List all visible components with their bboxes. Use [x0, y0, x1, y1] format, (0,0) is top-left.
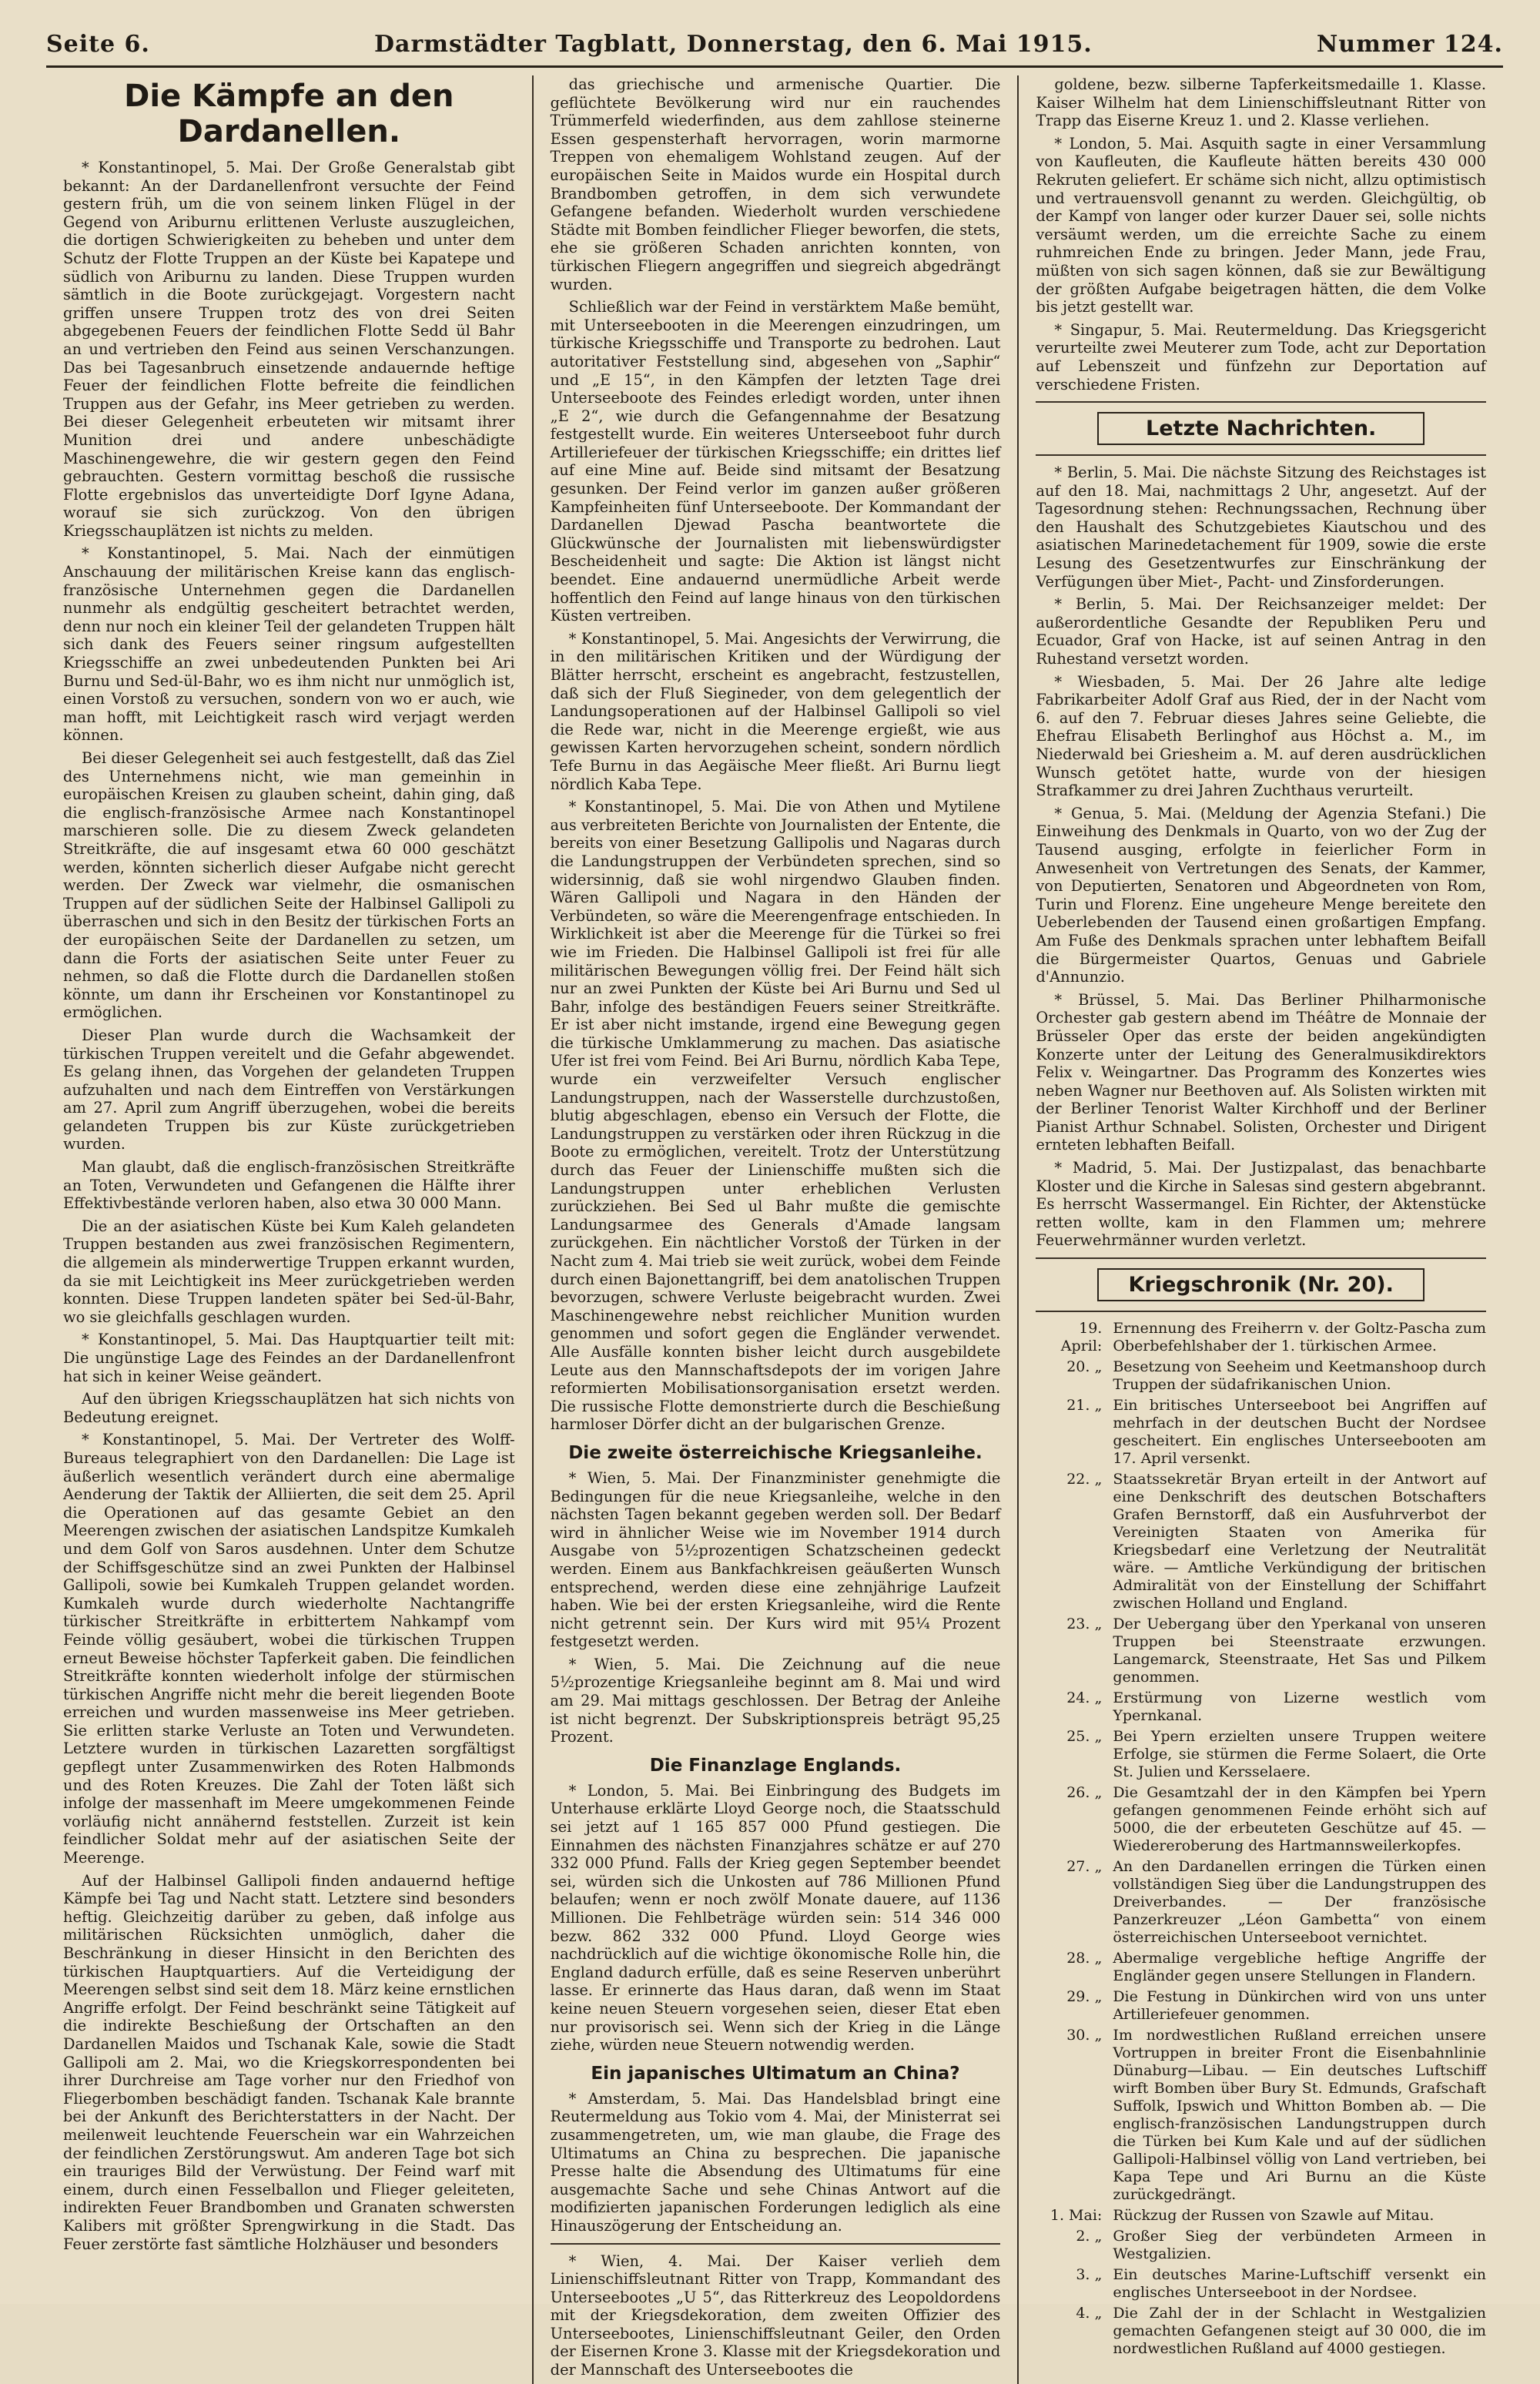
chronicle-entry — [1036, 2266, 1486, 2302]
chronicle-text: Ein britisches Unterseeboot bei Angriffen auf mehrfach in der deutschen Bucht der Nordsee gescheitert. Ein englisches Unterseebooten am 17. April versenkt. — [1113, 1397, 1486, 1468]
chronicle-date: 23. „ — [1066, 1616, 1103, 1633]
chronicle-text: Bei Ypern erzielten unsere Truppen weitere Erfolge, sie stürmen die Ferme Solaert, die Orte St. Julien und Kersselaere. — [1113, 1728, 1486, 1781]
chronicle-date: 4. „ — [1076, 2305, 1103, 2322]
chronicle-date: 1. Mai: — [1050, 2207, 1103, 2225]
paragraph: * Genua, 5. Mai. (Meldung der Agenzia Stefani.) Die Einweihung des Denkmals in Quarto, von wo der Zug der Tausend ausging, erfolgte in feierlicher Form in Anwesenheit von Vertretungen des Senats, der Kammer, von Deputierten, Senatoren und Abgeordneten von Rom, Turin und Florenz. Eine ungeheure Menge bereitete den Ueberlebenden der Tausend einen großartigen Empfang. Am Fuße des Denkmals sprachen unter lebhaftem Beifall die Bürgermeister Quartos, Genuas und Gabriele d'Annunzio. — [1036, 804, 1486, 986]
chronicle-date: 2. „ — [1076, 2228, 1103, 2245]
column-2 — [532, 75, 1018, 2384]
section-title-latest-news: Letzte Nachrichten. — [1097, 412, 1424, 445]
chronicle-entry — [1036, 1397, 1486, 1468]
chronicle-date: 3. „ — [1076, 2266, 1103, 2284]
chronicle-date: 26. „ — [1066, 1784, 1103, 1802]
column-1 — [46, 75, 532, 2384]
chronicle-date: 24. „ — [1066, 1689, 1103, 1707]
paragraph: Auf den übrigen Kriegsschauplätzen hat sich nichts von Bedeutung ereignet. — [63, 1390, 515, 1426]
chronicle-date: 21. „ — [1066, 1397, 1103, 1415]
paragraph: * Berlin, 5. Mai. Die nächste Sitzung des Reichstages ist auf den 18. Mai, nachmittags 2 Uhr, angesetzt. Auf der Tagesordnung stehen: Rechnungssachen, Rechnung über den Haushalt des Schutzgebietes Kiautschou und des asiatischen Marinedetachement für 1909, sowie die erste Lesung des Gesetzentwurfes zur Einschränkung der Verfügungen über Miet-, Pacht- und Zinsforderungen. — [1036, 464, 1486, 591]
chronicle-text: Großer Sieg der verbündeten Armeen in Westgalizien. — [1113, 2228, 1486, 2263]
chronicle-entry — [1036, 1471, 1486, 1612]
chronicle-entry — [1036, 1784, 1486, 1855]
paragraph: * Wien, 5. Mai. Die Zeichnung auf die neue 5½prozentige Kriegsanleihe beginnt am 8. Mai und wird am 29. Mai mittags geschlossen. Der Betrag der Anleihe ist nicht begrenzt. Der Subskriptionspreis beträgt 95,25 Prozent. — [550, 1655, 1001, 1746]
section-title-chronicle: Kriegschronik (Nr. 20). — [1097, 1268, 1424, 1301]
chronicle-date: 27. „ — [1066, 1858, 1103, 1876]
paragraph: * Wien, 5. Mai. Der Finanzminister genehmigte die Bedingungen für die neue Kriegsanleihe, welche in den nächsten Tagen bekannt gegeben werden soll. Der Bedarf wird in ähnlicher Weise wie im November 1914 durch Ausgabe von 5½prozentigen Schatzscheinen gedeckt werden. Einem aus Bankfachkreisen geäußerten Wunsch entsprechend, werden diese eine zehnjährige Laufzeit haben. Wie bei der ersten Kriegsanleihe, wird die Rente nicht getrennt sein. Der Kurs wird mit 95¼ Prozent festgesetzt werden. — [550, 1468, 1001, 1651]
columns — [46, 75, 1503, 2379]
chronicle-entry — [1036, 1616, 1486, 1686]
paragraph: goldene, bezw. silberne Tapferkeitsmedaille 1. Klasse. Kaiser Wilhelm hat dem Linienschiffsleutnant Ritter von Trapp das Eiserne Kreuz 1. und 2. Klasse verliehen. — [1036, 75, 1486, 130]
column-3 — [1017, 75, 1503, 2384]
chronicle-text: An den Dardanellen erringen die Türken einen vollständigen Sieg über die Landungstruppen des Dreiverbandes. — Der französische Panzerkreuzer „Léon Gambetta“ von einem österreichischen Unterseeboot vernichtet. — [1113, 1858, 1486, 1947]
paragraph: * Konstantinopel, 5. Mai. Nach der einmütigen Anschauung der militärischen Kreise kann das englisch-französische Unternehmen gegen die Dardanellen nunmehr als endgültig gescheitert betrachtet werden, denn nur noch ein kleiner Teil der gelandeten Truppen hält sich dank des Feuers seiner ringsum aufgestellten Kriegsschiffe an zwei unbedeutenden Punkten bei Ari Burnu und Sed-ül-Bahr, wo es ihm nicht nur unmöglich ist, einen Vorstoß zu versuchen, sondern von wo er auch, wie man hofft, mit Leichtigkeit rasch wird verjagt werden können. — [63, 544, 515, 745]
section-title-ultimatum: Ein japanisches Ultimatum an China? — [591, 2063, 960, 2084]
chronicle-date: 20. „ — [1066, 1358, 1103, 1376]
paragraph: * Konstantinopel, 5. Mai. Der Vertreter des Wolff-Bureaus telegraphiert von den Dardanellen: Die Lage ist äußerlich wesentlich verändert durch eine abermalige Aenderung der Taktik der Alliierten, die seit dem 25. April die Operationen auf das gesamte Gebiet an den Meerengen zwischen der asiatischen Landspitze Kumkaleh und dem Golf von Saros ausdehnen. Unter dem Schutze der Schiffsgeschütze sind an zwei Punkten der Halbinsel Gallipoli, sowie bei Kumkaleh Truppen gelandet worden. Kumkaleh wurde durch wiederholte Nachtangriffe türkischer Streitkräfte in erbittertem Nahkampf vom Feinde völlig gesäubert, wobei die türkischen Truppen erneut Beweise höchster Tapferkeit gaben. Die feindlichen Streitkräfte konnten wiederholt infolge der stürmischen türkischen Angriffe nicht mehr die bereit liegenden Boote erreichen und wurden massenweise ins Meer getrieben. Sie erlitten starke Verluste an Toten und Verwundeten. Letztere wurden in türkischen Lazaretten sorgfältigst gepflegt unter Zusammenwirken des Roten Halbmonds und des Roten Kreuzes. Die Zahl der Toten läßt sich infolge der massenhaft im Meere umgekommenen Feinde vorläufig nicht annähernd feststellen. Zurzeit ist kein feindlicher Soldat mehr auf der asiatischen Seite der Meerenge. — [63, 1431, 515, 1867]
chronicle-date: 28. „ — [1066, 1950, 1103, 1967]
chronicle-date: 19. April: — [1060, 1320, 1103, 1355]
paragraph: * London, 5. Mai. Bei Einbringung des Budgets im Unterhause erklärte Lloyd George noch, die Staatsschuld sei jetzt auf 1 165 857 000 Pfund gestiegen. Die Einnahmen des nächsten Finanzjahres schätze er auf 270 332 000 Pfund. Falls der Krieg gegen September beendet sei, würden sich die Unkosten auf 786 Millionen Pfund belaufen; wenn er noch zwölf Monate dauere, auf 1136 Millionen. Die Fehlbeträge würden sein: 514 346 000 bezw. 862 332 000 Pfund. Lloyd George wies nachdrücklich auf die wichtige ökonomische Rolle hin, die England dadurch erfülle, daß es seine Reserven unberührt lasse. Er erinnerte das Haus daran, daß wenn im Staat keine neuen Steuern vorgesehen seien, dieser Etat eben nur provisorisch sei. Wenn sich der Krieg in die Länge ziehe, würden neue Steuern notwendig werden. — [550, 1781, 1001, 2054]
chronicle-text: Erstürmung von Lizerne westlich vom Ypernkanal. — [1113, 1689, 1486, 1725]
paragraph: * Konstantinopel, 5. Mai. Angesichts der Verwirrung, die in den militärischen Kritiken und der Würdigung der Blätter herrscht, erscheint es angebracht, festzustellen, daß sich der Fluß Siegineder, von dem gelegentlich der Landungsoperationen auf der Halbinsel Gallipoli so viel die Rede war, nicht in die Meerenge ergießt, wie aus gewissen Karten hervorzugehen scheint, sondern nördlich Tefe Burnu in das Aegäische Meer fließt. Ari Burnu liegt nördlich Kaba Tepe. — [550, 629, 1001, 793]
chronicle-text: Die Zahl der in der Schlacht in Westgalizien gemachten Gefangenen steigt auf 30 000, die im nordwestlichen Rußland auf 4000 gestiegen. — [1113, 2305, 1486, 2358]
paragraph: Schließlich war der Feind in verstärktem Maße bemüht, mit Unterseebooten in die Meerengen einzudringen, um türkische Kriegsschiffe und Transporte zu bedrohen. Laut autoritativer Feststellung sind, abgesehen von „Saphir“ und „E 15“, in den Kämpfen der letzten Tage drei Unterseeboote des Feindes erledigt worden, unter ihnen „E 2“, wie durch die Gefangennahme der Besatzung festgestellt wurde. Ein weiteres Unterseeboot fuhr durch Artilleriefeuer der türkischen Kriegsschiffe; ein drittes lief auf eine Mine auf. Beide sind mitsamt der Besatzung gesunken. Der Feind verlor im ganzen außer größeren Kampfeinheiten fünf Unterseeboote. Der Kommandant der Dardanellen Djewad Pascha beantwortete die Glückwünsche der Journalisten mit liebenswürdigster Bescheidenheit und sagte: Die Aktion ist längst nicht beendet. Eine andauernd unermüdliche Arbeit werde hoffentlich den Feind auf lange hinaus von den türkischen Küsten vertreiben. — [550, 298, 1001, 625]
chronicle-date: 22. „ — [1066, 1471, 1103, 1488]
chronicle-date: 25. „ — [1066, 1728, 1103, 1746]
article-title: Die Kämpfe an den Dardanellen. — [124, 79, 454, 149]
section-title-finanzlage: Die Finanzlage Englands. — [649, 1755, 902, 1776]
chronicle-entry — [1036, 2228, 1486, 2263]
chronicle-entry — [1036, 1988, 1486, 2024]
paragraph: Auf der Halbinsel Gallipoli finden andauernd heftige Kämpfe bei Tag und Nacht statt. Letztere sind besonders heftig. Gleichzeitig darüber zu geben, daß infolge aus militärischen Rücksichten unmöglich, daher die Beschränkung in dieser Hinsicht in den Berichten des türkischen Hauptquartiers. Auf die Verteidigung der Meerengen selbst sind seit dem 18. März keine ernstlichen Angriffe erfolgt. Der Feind beschränkt seine Tätigkeit auf die indirekte Beschießung der Ortschaften an den Dardanellen Maidos und Tschanak Kale, sowie die Stadt Gallipoli am 2. Mai, wo die Kriegskorrespondenten bei ihrer Durchreise am Tage vorher nur den Friedhof von Fliegerbomben beschädigt fanden. Tschanak Kale brannte bei der Ankunft des Berichterstatters in der Nacht. Der meilenweit leuchtende Feuerschein war ein Wahrzeichen der feindlichen Zerstörungswut. Am anderen Tage bot sich ein trauriges Bild der Verwüstung. Der Feind warf mit einem, durch einen Fesselballon und Flieger geleiteten, indirekten Feuer Brandbomben und Granaten schwersten Kalibers mit größter Sprengwirkung in die Stadt. Das Feuer zerstörte fast sämtliche Holzhäuser und besonders — [63, 1871, 515, 2253]
war-chronicle-box — [1036, 1257, 1486, 1312]
chronicle-entry — [1036, 1728, 1486, 1781]
chronicle-date: 30. „ — [1066, 2027, 1103, 2044]
paragraph: * London, 5. Mai. Asquith sagte in einer Versammlung von Kaufleuten, die Kaufleute hätten bereits 430 000 Rekruten geliefert. Er schäme sich nicht, allzu optimistisch und vertrauensvoll genannt zu werden. Gleichgültig, ob der Kampf von langer oder kurzer Dauer sei, solle nichts versäumt werden, um die erreichte Sache zu einem ruhmreichen Ende zu bringen. Jeder Mann, jede Frau, müßten von sich sagen können, daß sie zur Bewältigung der größten Aufgabe beigetragen hätten, die dem Volke bis jetzt gestellt war. — [1036, 134, 1486, 316]
paragraph: * Wiesbaden, 5. Mai. Der 26 Jahre alte ledige Fabrikarbeiter Adolf Graf aus Ried, der in der Nacht vom 6. auf den 7. Februar dieses Jahres seine Geliebte, die Ehefrau Elisabeth Berlinghof aus Höchst a. M., im Niederwald bei Griesheim a. M. auf deren ausdrücklichen Wunsch getötet hatte, wurde von der hiesigen Strafkammer zu drei Jahren Zuchthaus verurteilt. — [1036, 672, 1486, 800]
divider — [551, 2243, 1001, 2245]
paragraph: * Konstantinopel, 5. Mai. Die von Athen und Mytilene aus verbreiteten Berichte von Journalisten der Entente, die bereits von einer Besetzung Gallipolis und Nagaras durch die Landungstruppen der Verbündeten sprechen, sind so widersinnig, daß sie wohl nirgendwo Glauben finden. Wären Gallipoli und Nagara in den Händen der Verbündeten, so wäre die Meerengenfrage entschieden. In Wirklichkeit ist aber die Meerenge für die Türkei so frei wie im Frieden. Die Halbinsel Gallipoli ist frei für alle militärischen Bewegungen völlig frei. Der Feind hält sich nur an zwei Punkten der Küste bei Ari Burnu und Sed ul Bahr, infolge des beständigen Feuers seiner Streitkräfte. Er ist aber nicht imstande, irgend eine Bewegung gegen die türkische Umklammerung zu machen. Das asiatische Ufer ist frei vom Feind. Bei Ari Burnu, nördlich Kaba Tepe, wurde ein verzweifelter Versuch englischer Landungstruppen, nach der Wasserstelle durchzustoßen, blutig abgeschlagen, ebenso ein Versuch der Flotte, die Landungstruppen zu verstärken oder ihren Rückzug in die Boote zu ermöglichen, vereitelt. Trotz der Unterstützung durch das Feuer der Linienschiffe mußten sich die Landungstruppen unter erheblichen Verlusten zurückziehen. Bei Sed ul Bahr mußte die gemischte Landungsarmee des Generals d'Amade langsam zurückgehen. Ein nächtlicher Vorstoß der Türken in der Nacht zum 4. Mai trieb sie weit zurück, wobei dem Feinde durch einen Bajonettangriff, bei dem anatolischen Truppen bevorzugen, schwere Verluste beigebracht wurden. Zwei Maschinengewehre nebst reichlicher Munition wurden genommen und sofort gegen die Engländer verwendet. Alle Ausfälle konnten bisher leicht durch ausgebildete Leute aus den Mannschaftsdepots der im vorigen Jahre reformierten Mobilisationsorganisation ersetzt werden. Die russische Flotte demonstrierte durch die Beschießung harmloser Dörfer dicht an der bulgarischen Grenze. — [550, 798, 1001, 1434]
paragraph: Man glaubt, daß die englisch-französischen Streitkräfte an Toten, Verwundeten und Gefangenen die Hälfte ihrer Effektivbestände verloren haben, also etwa 30 000 Mann. — [63, 1158, 515, 1213]
chronicle-text: Staatssekretär Bryan erteilt in der Antwort auf eine Denkschrift des deutschen Botschafters Grafen Bernstorff, daß ein Ausfuhrverbot der Vereinigten Staaten von Amerika für Kriegsbedarf eine Verletzung der Neutralität wäre. — Amtliche Verkündigung der britischen Admiralität von der Einstellung der Schiffahrt zwischen Holland und England. — [1113, 1471, 1486, 1612]
chronicle-entry — [1036, 1358, 1486, 1394]
paragraph: Bei dieser Gelegenheit sei auch festgestellt, daß das Ziel des Unternehmens nicht, wie man gemeinhin in europäischen Kreisen zu glauben scheint, dahin ging, daß die englisch-französische Armee nach Konstantinopel marschieren solle. Die zu diesem Zweck gelandeten Streitkräfte, die auf insgesamt etwa 60 000 geschätzt werden, könnten sicherlich dieser Aufgabe nicht gerecht werden. Der Zweck war vielmehr, die osmanischen Truppen auf der südlichen Seite der Halbinsel Gallipoli zu überraschen und sich in den Besitz der türkischen Forts an der europäischen Seite der Dardanellen zu setzen, um dann die Forts der asiatischen Seite unter Feuer zu nehmen, so daß die Flotte durch die Dardanellen stoßen könnte, um dann ihr Erscheinen vor Konstantinopel zu ermöglichen. — [63, 749, 515, 1022]
chronicle-entry — [1036, 2305, 1486, 2358]
paragraph: * Berlin, 5. Mai. Der Reichsanzeiger meldet: Der außerordentliche Gesandte der Republiken Peru und Ecuador, Graf von Hacke, ist auf seinen Antrag in den Ruhestand versetzt worden. — [1036, 595, 1486, 668]
section-title-kriegsanleihe: Die zweite österreichische Kriegsanleihe. — [568, 1442, 983, 1463]
latest-news-box — [1036, 401, 1486, 456]
war-chronicle-list — [1036, 1320, 1486, 2358]
chronicle-text: Die Gesamtzahl der in den Kämpfen bei Ypern gefangen genommenen Feinde erhöht sich auf 5000, die der erbeuteten Geschütze auf 45. — Wiedereroberung des Hartmannsweilerkopfes. — [1113, 1784, 1486, 1855]
paragraph: * Amsterdam, 5. Mai. Das Handelsblad bringt eine Reutermeldung aus Tokio vom 4. Mai, der Ministerrat sei zusammengetreten, um, wie man glaube, die Frage des Ultimatums an China zu besprechen. Die japanische Presse halte die Absendung des Ultimatums für eine ausgemachte Sache und sehe Chinas Antwort auf die modifizierten japanischen Forderungen lediglich als eine Hinauszögerung der Entscheidung an. — [550, 2089, 1001, 2235]
chronicle-entry — [1036, 1320, 1486, 1355]
paragraph: * Konstantinopel, 5. Mai. Der Große Generalstab gibt bekannt: An der Dardanellenfront versuchte der Feind gestern früh, um die von seinem linken Flügel in der Gegend von Ariburnu erlittenen Verluste auszugleichen, die dortigen Schwierigkeiten zu beheben und unter dem Schutz der Flotte Truppen an der Küste bei Kapatepe und südlich von Ariburnu zu landen. Diese Truppen wurden sämtlich in die Boote zurückgejagt. Vorgestern nacht griffen unsere Truppen trotz des von drei Seiten abgegebenen Feuers der feindlichen Flotte Sedd ül Bahr an und vertrieben den Feind aus seinen Verschanzungen. Das bei Tagesanbruch einsetzende andauernde heftige Feuer der feindlichen Flotte befreite die feindlichen Truppen aus der Gefahr, ins Meer getrieben zu werden. Bei dieser Gelegenheit erbeuteten wir mitsamt ihrer Munition drei und andere unbeschädigte Maschinengewehre, die wir gestern gegen den Feind gebrauchten. Gestern vormittag beschoß die russische Flotte ergebnislos das unverteidigte Dorf Igyne Adana, worauf sie sich zurückzog. Von den übrigen Kriegsschauplätzen ist nichts zu melden. — [63, 159, 515, 540]
paragraph: das griechische und armenische Quartier. Die geflüchtete Bevölkerung wird nur ein rauchendes Trümmerfeld wiederfinden, aus dem zahllose steinerne Essen gespensterhaft hervorragen, worin marmorne Treppen von ehemaligem Wohlstand zeugen. Auf der europäischen Seite in Maidos wurde ein Hospital durch Brandbomben getroffen, in dem sich verwundete Gefangene befanden. Wiederholt wurden verschiedene Städte mit Bomben feindlicher Flieger beworfen, die stets, ehe sie größeren Schaden anrichten konnten, von türkischen Fliegern angegriffen und siegreich abgedrängt wurden. — [550, 75, 1001, 293]
chronicle-text: Rückzug der Russen von Szawle auf Mitau. — [1113, 2207, 1435, 2225]
chronicle-entry — [1036, 2027, 1486, 2204]
chronicle-text: Im nordwestlichen Rußland erreichen unsere Vortruppen in breiter Front die Eisenbahnlinie Dünaburg—Libau. — Ein deutsches Luftschiff wirft Bomben über Bury St. Edmunds, Grafschaft Suffolk, Ipswich und Whitton Bomben ab. — Die englisch-französischen Landungstruppen durch die Türken bei Kum Kale und auf der südlichen Gallipoli-Halbinsel völlig von Land vertrieben, bei Kapa Tepe und Ari Burnu an die Küste zurückgedrängt. — [1113, 2027, 1486, 2204]
chronicle-entry — [1036, 2207, 1486, 2225]
paragraph: * Konstantinopel, 5. Mai. Das Hauptquartier teilt mit: Die ungünstige Lage des Feindes an der Dardanellenfront hat sich in keiner Weise geändert. — [63, 1331, 515, 1385]
chronicle-text: Die Festung in Dünkirchen wird von uns unter Artilleriefeuer genommen. — [1113, 1988, 1486, 2024]
page-header — [46, 31, 1503, 68]
paragraph: Dieser Plan wurde durch die Wachsamkeit der türkischen Truppen vereitelt und die Gefahr abgewendet. Es gelang ihnen, das Vorgehen der gelandeten Truppen aufzuhalten und nach dem Eintreffen von Verstärkungen am 27. April zum Angriff überzugehen, wobei die bereits gelandeten Truppen bis zur Küste zurückgetrieben wurden. — [63, 1026, 515, 1153]
paragraph: * Singapur, 5. Mai. Reutermeldung. Das Kriegsgericht verurteilte zwei Meuterer zum Tode, acht zur Deportation auf Lebenszeit und fünfzehn zur Deportation auf verschiedene Fristen. — [1036, 320, 1486, 393]
chronicle-text: Besetzung von Seeheim und Keetmanshoop durch Truppen der südafrikanischen Union. — [1113, 1358, 1486, 1394]
chronicle-text: Abermalige vergebliche heftige Angriffe der Engländer gegen unsere Stellungen in Flandern. — [1113, 1950, 1486, 1985]
paragraph: * Brüssel, 5. Mai. Das Berliner Philharmonische Orchester gab gestern abend im Théâtre de Monnaie der Brüsseler Oper das erste der beiden angekündigten Konzerte unter der Leitung des Generalmusikdirektors Felix v. Weingartner. Das Programm des Konzertes wies neben Wagner nur Beethoven auf. Als Solisten wirkten mit der Berliner Tenorist Walter Kirchhoff und der Berliner Pianist Arthur Schnabel. Solisten, Orchester und Dirigent ernteten lebhaften Beifall. — [1036, 990, 1486, 1154]
chronicle-entry — [1036, 1858, 1486, 1947]
paragraph: Die an der asiatischen Küste bei Kum Kaleh gelandeten Truppen bestanden aus zwei französischen Regimentern, die allgemein als minderwertige Truppen erkannt wurden, da sie mit Leichtigkeit ins Meer zurückgetrieben werden konnten. Diese Truppen landeten später bei Sed-ül-Bahr, wo sie gleichfalls geschlagen wurden. — [63, 1217, 515, 1326]
page-number: Seite 6. — [46, 31, 150, 58]
chronicle-text: Ernennung des Freiherrn v. der Goltz-Pascha zum Oberbefehlshaber der 1. türkischen Armee. — [1113, 1320, 1486, 1355]
chronicle-date: 29. „ — [1066, 1988, 1103, 2006]
chronicle-text: Ein deutsches Marine-Luftschiff versenkt ein englisches Unterseeboot in der Nordsee. — [1113, 2266, 1486, 2302]
chronicle-entry — [1036, 1689, 1486, 1725]
chronicle-text: Der Uebergang über den Yperkanal von unseren Truppen bei Steenstraate erzwungen. Langemarck, Steenstraate, Het Sas und Pilkem genommen. — [1113, 1616, 1486, 1686]
masthead-date: Darmstädter Tagblatt, Donnerstag, den 6. Mai 1915. — [373, 31, 1093, 58]
paragraph: * Madrid, 5. Mai. Der Justizpalast, das benachbarte Kloster und die Kirche in Salesas sind gestern abgebrannt. Es herrscht Wassermangel. Ein Richter, der Aktenstücke retten wollte, kam in den Flammen um; mehrere Feuerwehrmänner wurden verletzt. — [1036, 1159, 1486, 1250]
issue-number: Nummer 124. — [1316, 31, 1503, 58]
chronicle-entry — [1036, 1950, 1486, 1985]
paragraph: * Wien, 4. Mai. Der Kaiser verlieh dem Linienschiffsleutnant Ritter von Trapp, Kommandant des Unterseebootes „U 5“, das Ritterkreuz des Leopoldordens mit der Kriegsdekoration, dem zweiten Offizier des Unterseebootes, Linienschiffsleutnant Geiler, den Orden der Eisernen Krone 3. Klasse mit der Kriegsdekoration und der Mannschaft des Unterseebootes die — [550, 2252, 1001, 2379]
